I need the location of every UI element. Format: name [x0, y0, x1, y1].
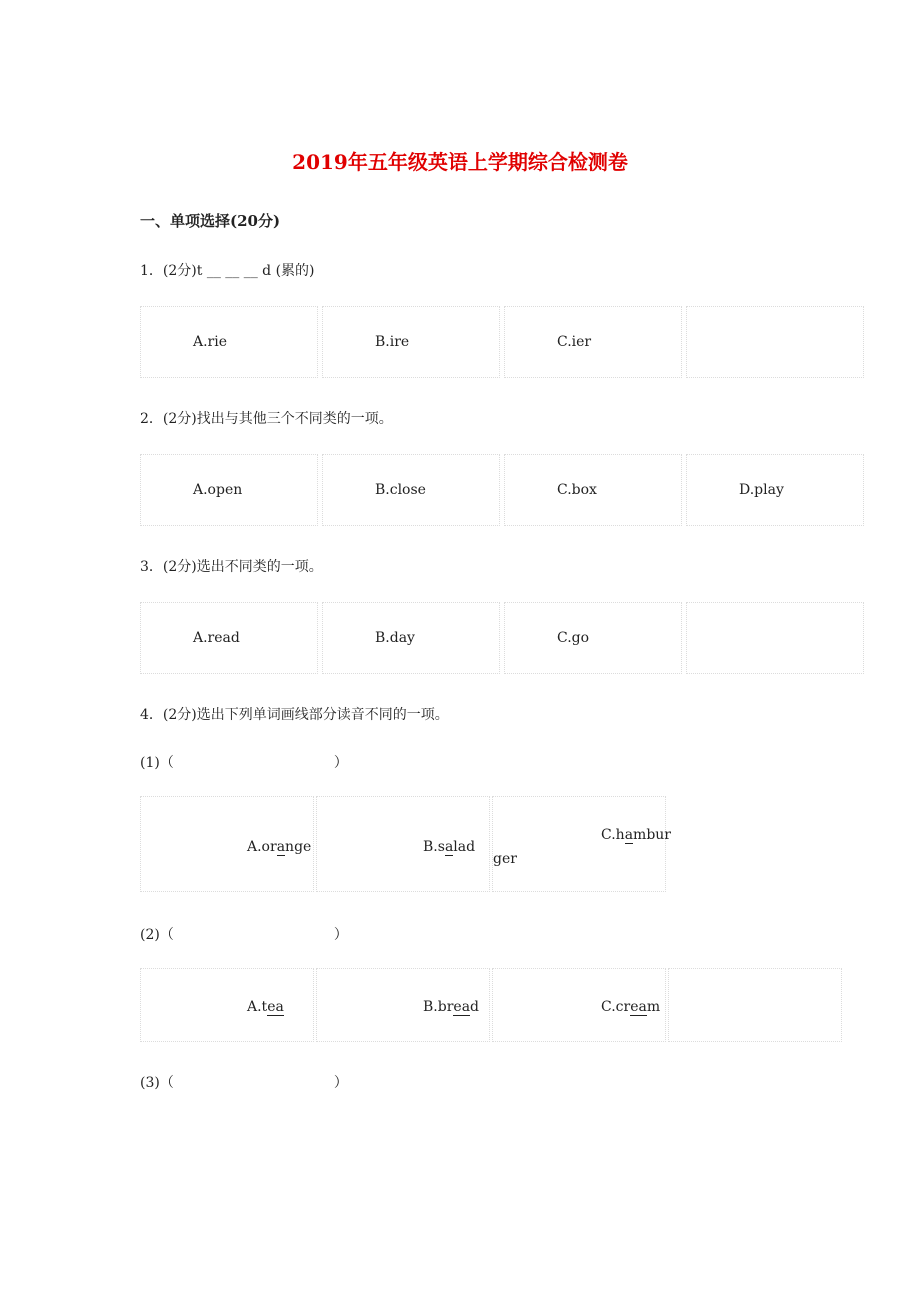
option-a[interactable]: A.open: [140, 454, 318, 526]
sub-question-1-options: [140, 796, 671, 892]
question-3-options: [140, 602, 868, 674]
option-c[interactable]: C.box: [504, 454, 682, 526]
question-2: 2．(2分)找出与其他三个不同类的一项。: [140, 411, 393, 427]
sub-question-2-options: [140, 968, 844, 1042]
option-d[interactable]: D.play: [686, 454, 864, 526]
section-heading: 一、单项选择(20分): [140, 212, 281, 230]
option-b[interactable]: B.bread: [316, 968, 490, 1042]
option-empty: [668, 968, 842, 1042]
question-2-options: [140, 454, 868, 526]
option-c[interactable]: C.hambur ger: [492, 796, 666, 892]
page-title: 2019年五年级英语上学期综合检测卷: [292, 150, 628, 174]
option-c[interactable]: C.go: [504, 602, 682, 674]
question-1-options: [140, 306, 868, 378]
option-b[interactable]: B.day: [322, 602, 500, 674]
question-4: 4．(2分)选出下列单词画线部分读音不同的一项。: [140, 707, 449, 723]
option-b[interactable]: B.close: [322, 454, 500, 526]
sub-question-3: (3)（ ）: [140, 1075, 348, 1091]
option-a[interactable]: A.read: [140, 602, 318, 674]
option-a[interactable]: A.rie: [140, 306, 318, 378]
option-empty: [686, 306, 864, 378]
sub-question-2: (2)（ ）: [140, 927, 348, 943]
question-1: 1．(2分)t __ __ __ d (累的): [140, 263, 315, 279]
option-c[interactable]: C.ier: [504, 306, 682, 378]
sub-question-1: (1)（ ）: [140, 755, 348, 771]
option-b[interactable]: B.salad: [316, 796, 490, 892]
option-b[interactable]: B.ire: [322, 306, 500, 378]
option-a[interactable]: A.orange: [140, 796, 314, 892]
option-a[interactable]: A.tea: [140, 968, 314, 1042]
option-c[interactable]: C.cream: [492, 968, 666, 1042]
option-empty: [686, 602, 864, 674]
question-3: 3．(2分)选出不同类的一项。: [140, 559, 323, 575]
